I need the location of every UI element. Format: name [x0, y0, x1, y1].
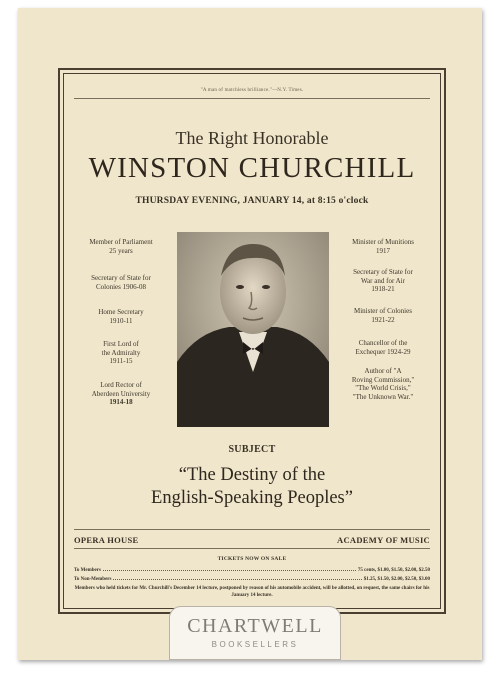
- event-datetime: THURSDAY EVENING, JANUARY 14, at 8:15 o'clock: [135, 196, 369, 206]
- bio-right-column: [338, 238, 428, 403]
- bio-entry: [76, 381, 166, 417]
- bio-line: 1918-21: [371, 285, 395, 293]
- venue-right: ACADEMY OF MUSIC: [337, 535, 430, 545]
- ticket-note: Members who held tickets for Mr. Churchill's December 14 lecture, postponed by reason of his automobile accident, will be allotted, on request, the same chairs for his January 14 lecture.: [74, 586, 430, 598]
- bio-line: 1914-18: [109, 398, 133, 406]
- divider: [74, 98, 430, 99]
- ticket-row: [74, 576, 430, 582]
- watermark-name: CHARTWELL: [187, 615, 323, 637]
- chartwell-watermark: [169, 606, 341, 660]
- bio-entry: [76, 238, 166, 274]
- divider: [74, 529, 430, 530]
- bio-line: 1921-22: [371, 315, 395, 324]
- bio-entry: [338, 238, 428, 268]
- ticket-prices: 75 cents, $1.00, $1.50, $2.00, $2.50: [357, 568, 430, 573]
- bio-line: Home Secretary: [98, 308, 144, 316]
- bio-line: War and for Air: [361, 276, 405, 285]
- ticket-label: To Members: [74, 568, 101, 573]
- bio-line: Colonies 1906-08: [96, 282, 146, 291]
- bio-line: 1911-15: [109, 357, 133, 365]
- bio-entry: [76, 274, 166, 308]
- press-quote: "A man of matchless brilliance."—N.Y. Times.: [200, 88, 304, 93]
- portrait-image: [177, 232, 329, 427]
- bio-line: Author of "A: [364, 367, 402, 375]
- bio-entry: [76, 308, 166, 340]
- bio-entry: [338, 268, 428, 307]
- bio-line: First Lord of: [103, 340, 139, 348]
- bio-line: Minister of Munitions: [352, 238, 414, 246]
- bio-line: Member of Parliament: [89, 238, 153, 246]
- lecture-title: [64, 464, 440, 510]
- bio-line: "The World Crisis,": [355, 384, 411, 392]
- divider: [74, 548, 430, 549]
- lecture-title-line: “The Destiny of the: [178, 465, 326, 485]
- speaker-name: WINSTON CHURCHILL: [88, 152, 416, 184]
- tickets-heading: TICKETS NOW ON SALE: [217, 556, 287, 562]
- bio-line: 1910-11: [109, 316, 133, 325]
- venue-left: OPERA HOUSE: [74, 535, 139, 545]
- bio-line: Exchequer 1924-29: [355, 347, 411, 356]
- flyer-sheet: [18, 8, 482, 660]
- leader-dots: [103, 567, 356, 571]
- bio-line: Secretary of State for: [353, 268, 413, 276]
- honorific: The Right Honorable: [175, 128, 329, 148]
- bio-line: 1917: [376, 246, 390, 255]
- bio-line: Aberdeen University: [91, 389, 151, 398]
- bio-line: Secretary of State for: [91, 274, 151, 282]
- bio-entry: [338, 307, 428, 339]
- bio-left-column: [76, 238, 166, 417]
- flyer-border: [58, 68, 446, 614]
- bio-line: "The Unknown War.": [352, 392, 414, 401]
- bio-line: Lord Rector of: [100, 381, 142, 389]
- bio-line: Chancellor of the: [358, 339, 408, 347]
- bio-entry: [76, 340, 166, 381]
- ticket-row: [74, 567, 430, 573]
- bio-line: 25 years: [109, 246, 133, 255]
- portrait-photo: [177, 232, 329, 427]
- bio-line: Minister of Colonies: [354, 307, 412, 315]
- bio-line: Roving Commission,": [351, 375, 415, 384]
- ticket-prices: $1.25, $1.50, $2.00, $2.50, $3.00: [363, 577, 430, 582]
- bio-line: the Admiralty: [101, 348, 141, 357]
- flyer-inner-border: [63, 73, 441, 609]
- leader-dots: [113, 576, 361, 580]
- watermark-sub: BOOKSELLERS: [211, 640, 299, 649]
- bio-entry: [338, 339, 428, 367]
- ticket-label: To Non-Members: [74, 577, 112, 582]
- bio-entry: [338, 367, 428, 403]
- subject-label: SUBJECT: [228, 444, 276, 455]
- lecture-title-line: English-Speaking Peoples”: [151, 488, 353, 508]
